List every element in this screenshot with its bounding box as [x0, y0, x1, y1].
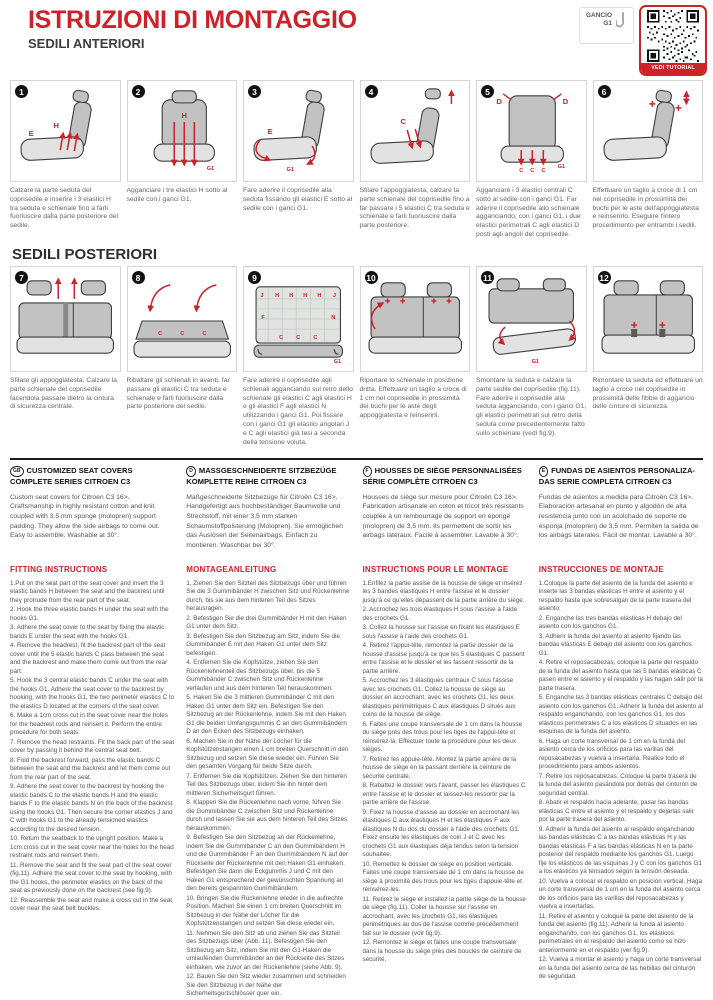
lang-badge-gb: GB [10, 466, 24, 477]
panel-caption: Effettuare un taglio a croce di 1 cm nel coprisedile in prossimità dei buchi per le aste dell'appoggiatesta e reinserirlo. Eseguire l'intero procedimento per entrambi i sedili. [592, 187, 699, 230]
instruction-step: 8. Rabattez le dossier vers l'avant, passer les élastiques C entre l'assise et le dossier et laissez-les ressortir par la partie arrière de l'assise. [362, 782, 526, 807]
instruction-step: 12. Bauen Sie den Sitz wieder zusammen und schneiden Sie den Sitzbezug in der Nähe der Sicherheitsgurtschlösser quer ein. [186, 973, 346, 998]
step-number: 5 [481, 85, 494, 98]
svg-text:C: C [399, 116, 406, 126]
page-title: ISTRUZIONI DI MONTAGGIO [28, 6, 357, 34]
step-number: 8 [132, 271, 145, 284]
instruction-step: 9. Befestigen Sie den Sitzbezug an der Rückenlehne, indem Sie die Gummibänder C an den Gummibändern H und die Gummibänder F an den Gummibändern N auf der Rückseite der Rückenlehne mit den Haken G1 einhaken. Befestigen Sie dann die Eckgummis J und C mit den Haken G1 entsprechend der gewünschten Spannung an den bereits gespannten Gummibändern. [186, 834, 348, 893]
panel-caption: Sfilare l'appoggiatesta, calzare la parte schienale del coprisedile fino a far passare i 5 elastici C tra seduta e schienale e farli fuoriuscire dalla parte posteriore. [359, 187, 470, 230]
panel-caption: Fare aderire il coprisedile agli schienali agganciando sul retro dello schienale gli elastici C agli elastici H e gli elastici F agli elastici N utilizzando i ganci G1. Poi fissare con i ganci G1 gli elastici angolari J e C agli elastici già tesi a seconda della tensione voluta. [243, 377, 353, 446]
svg-text:C: C [313, 335, 318, 342]
tutorial-label: VEDI TUTORIAL [641, 63, 705, 74]
instruction-step: 12. Vuelva a montar el asiento y haga un corte transversal en la funda del asiento cerca de las hebillas del cinturón de seguridad. [538, 956, 702, 981]
instruction-step: 11. Nehmen Sie den Sitz ab und ziehen Sie das Sitzteil des Sitzbezugs über (Abb. 11). Befestigen Sie den Sitzbezug am Sitz, indem Sie mit den G1-Haken die umlaufenden Gummibänder an der Rückseite des Sitzes einhaken, wie zuvor an der Rückenlehne (siehe Abb. 9). [186, 929, 345, 971]
panel-7 [10, 266, 121, 448]
svg-text:J: J [332, 292, 336, 299]
step-number: 2 [132, 85, 145, 98]
instruction-step: 1.Coloque la parte del asiento de la funda del asiento e inserte las 3 bandas elásticas H entre el asiento y el respaldo hasta que sobresalgan de la parte trasera del asiento. [538, 579, 693, 613]
panel-12 [593, 266, 704, 448]
svg-text:C: C [296, 335, 301, 342]
instruction-step: 4. Retirez l'appui-tête, remontez la partie dossier de la housse d'assise jusqu'à ce que les 5 élastiques C passent entre l'assise et le dossier et les fassent ressortir de la partie arrière. [362, 642, 525, 675]
panel-caption: Riportare lo schienale in posizione dritta. Effettuare un taglio a croce di 1 cm nel coprisedile in prossimità dei buchi per le aste degli appoggiatesta e reinserirli. [359, 377, 467, 420]
instruction-step: 6. Faites une coupe transversale de 1 cm dans la housse du siège près des trous pour les tiges de l'appui-tête et réinsérez-la. Effectuer toute la procédure pour les deux sièges. [362, 720, 523, 754]
panel-4 [360, 80, 471, 240]
figure-fold-backrests [128, 267, 237, 371]
svg-text:N: N [331, 315, 336, 321]
column-intro: Custom seat covers for Citroen C3 16>. Craftsmanship in highly resistant cotton and knit coupled with 3.5 mm sponge (molopren) support padding. They allow the side airbags to come out. Easy to assemble. Washable at 30°. [10, 493, 160, 540]
column-intro: Housses de siège sur mesure pour Citroën C3 16>. Fabrication artisanale en coton et tricot très résistants couplée à un rembourrage de support en éponge (molopren) de 3,5 mm. Ils permettent de sortir les airbags latéraux. Facile à assembler. Lavable à 30°. [362, 493, 524, 540]
step-number: 3 [248, 85, 261, 98]
panel-caption: Sfilare gli appoggiatesta. Calzare la parte schienale del coprisedile facendola passare dietro la cintura di sicurezza centrale. [10, 377, 117, 411]
qr-pattern [647, 10, 699, 62]
step-number: 12 [599, 272, 609, 283]
svg-text:H: H [317, 292, 322, 299]
step-number: 4 [365, 85, 378, 98]
rear-seat-panels [10, 266, 703, 448]
instruction-step: 9. Adherir la funda del asiento al respaldo enganchando las bandas elásticas C a las bandas elásticas H y las bandas elásticas F a las bandas elásticas N en la parte posterior del respaldo mediante los ganchos G1. Luego fije los elásticos de las esquinas J y C con los ganchos G1 a los elásticos ya tensados según la tensión deseada. [538, 825, 702, 876]
hook-icon [616, 12, 627, 39]
hook-label: GANCIO G1 [586, 12, 612, 28]
svg-text:C: C [279, 335, 284, 342]
figure-cross-cut [594, 81, 703, 181]
svg-text:G1: G1 [531, 359, 539, 366]
instruction-step: 2. Accrochez les trois élastiques H sous l'assise à l'aide des crochets G1. [362, 606, 518, 622]
panel-10 [360, 266, 471, 448]
svg-text:G1: G1 [286, 167, 294, 174]
instruction-step: 3. Adherir la funda del asiento al asiento fijando las bandas elásticas E debajo del asiento con los ganchos G1. [538, 632, 692, 657]
svg-text:F: F [261, 315, 265, 321]
figure-backrest-cover [361, 81, 470, 181]
instruction-step: 9. Adhere the seat cover to the backrest by hooking the elastic bands C to the elastic bands H and the elastic bands F to the elastic bands N on the back of the backrest using the hooks G1. Then secure the corner elastics J and C with hooks G1 to the already tensioned elastics according to the desired tension. [10, 783, 173, 833]
figure-seat-cushion-cover [11, 81, 120, 181]
instruction-step: 5. Enganche las 3 bandas elásticas centrales C debajo del asiento con los ganchos G1. Adherir la funda del asiento al respaldo enganchando, con los ganchos G1, los dos elásticos perimetrales C a los elásticos D situados en las esquinas de la funda del asiento. [538, 694, 703, 736]
lang-column-de [186, 466, 350, 1000]
column-intro: Fundas de asientos a medida para Citroën C3 16>. Elaboración artesanal en punto y algodón de alta resistencia junto con un acolchado de soporte de esponja (molopren) de 3,5 mm. Permiten la salida de los airbags laterales. Fácil de montar. Lavable a 30°. [538, 493, 699, 540]
svg-text:G1: G1 [557, 164, 566, 171]
instruction-step: 10. Bringen Sie die Rückenlehne wieder in die aufrechte Position. Machen Sie einen 1 cm breiten Querschnitt im Sitzbezug in der Nähe der Löcher für die Kopfstützenstangen und setzen Sie diese wieder ein. [186, 894, 344, 928]
svg-text:C: C [179, 331, 184, 338]
svg-text:G1: G1 [206, 166, 214, 173]
panel-11 [476, 266, 587, 448]
panel-1 [10, 80, 121, 240]
svg-text:C: C [541, 168, 546, 175]
section-title-rear-seats: SEDILI POSTERIORI [12, 246, 158, 263]
svg-text:C: C [519, 168, 524, 175]
step-number: 11 [483, 272, 492, 283]
svg-text:H: H [303, 292, 308, 299]
svg-text:J: J [260, 292, 264, 299]
svg-text:E: E [267, 127, 273, 137]
lang-badge-e: E [539, 466, 548, 477]
svg-text:D: D [562, 96, 569, 106]
lang-badge-d: D [186, 466, 196, 477]
step-number: 10 [366, 272, 376, 283]
instruction-step: 5. Haken Sie die 3 mittleren Gummibänder C mit den Haken G1 unter dem Sitz ein. Befestigen Sie den Sitzbezug an der Rückenlehne, indem Sie mit den Haken G1 die beiden Umfangsgummis C an den Gummibändern D an den Ecken des Sitzbezugs einhaken. [186, 694, 347, 736]
instruction-step: 6. Make a 1cm cross cut in the seat cover near the holes for the headrest rods and reinsert it. Perform the entire procedure for both seats. [10, 712, 168, 737]
panel-5 [476, 80, 587, 240]
qr-code[interactable] [639, 5, 707, 76]
svg-text:C: C [201, 331, 206, 338]
instruction-step: 12. Remontez le siège et faites une coupe transversale dans la housse du siège près des boucles de ceinture de sécurité. [362, 939, 522, 964]
column-intro: Maßgeschneiderte Sitzbezüge für Citroën C3 16>. Handgefertigt aus hochbeständiger Baumwolle und Strechstoff, mit einer 3,5 mm starken Schaumstoffpolsterung (Molopren). Sie ermöglichen das Auslösen der Seitenairbags. Einfach zu montieren. Waschbar bei 30°. [186, 493, 343, 549]
instruction-step: 1. Ziehen Sie den Sitzteil des Sitzbezugs über und führen Sie die 3 Gummibänder H zwischen Sitz und Rückenlehne durch, bis sie aus dem hinteren Teil des Sitzes herausragen. [186, 579, 350, 613]
column-title: GB CUSTOMIZED SEAT COVERS COMPLETE SERIES CITROEN C3 [10, 466, 133, 486]
column-title: F HOUSSES DE SIÈGE PERSONNALISÉES SÉRIE COMPLÈTE CITROEN C3 [362, 466, 522, 486]
hook-legend [579, 7, 634, 44]
column-title: D MASSGESCHNEIDERTE SITZBEZÜGE KOMPLETTE REIHE CITROEN C3 [186, 466, 337, 486]
instruction-step: 3. Collez la housse sur l'assise en fixant les élastiques E sous l'assise à l'aide des crochets G1. [362, 624, 520, 640]
figure-fix-e-elastics [244, 81, 353, 181]
instruction-step: 6. Machen Sie in der Nähe der Löcher für die Kopfstützenstangen einen 1 cm breiten Querschnitt in den Sitzbezug und setzen Sie diese wieder ein. Führen Sie den gesamten Vorgang für beide Sitze durch. [186, 737, 349, 771]
instruction-step: 4. Retire el reposacabezas, coloque la parte del respaldo de la funda del asiento hasta que las 5 bandas elásticas C pasen entre el asiento y el respaldo y las hagan salir por la parte trasera. [538, 659, 703, 692]
column-section-title: INSTRUCCIONES DE MONTAJE [538, 564, 664, 574]
column-section-title: MONTAGEANLEITUNG [186, 564, 277, 574]
step-number: 6 [598, 85, 611, 98]
instruction-step: 7. Remove the head restraints. Fit the back part of the seat cover by passing it behind the central seat belt. [10, 738, 175, 755]
svg-text:D: D [496, 96, 502, 106]
instruction-step: 10. Return the seatback to the upright position. Make a 1cm cross cut in the seat cover near the holes for the head restraint rods and reinsert them. [10, 835, 174, 860]
instruction-step: 3. Befestigen Sie den Sitzbezug am Sitz, indem Sie die Gummibänder E mit den Haken G1 unter dem Sitz befestigen. [186, 632, 340, 657]
svg-text:H: H [275, 292, 280, 299]
column-title: E FUNDAS DE ASIENTOS PERSONALIZA-DAS SERIE COMPLETA CITROEN C3 [538, 466, 695, 486]
instruction-steps [539, 580, 703, 982]
step-number: 7 [15, 271, 28, 284]
lang-badge-f: F [363, 466, 372, 477]
section-divider [10, 458, 703, 460]
instruction-step: 11. Retire el asiento y coloque la parte del asiento de la funda del asiento (fig.11). Adherir la funda al asiento enganchando, con los ganchos G1, los elásticos perimetrales en el respaldo del asiento como se hizo anteriormente en el respaldo (ver fig.9). [538, 912, 694, 954]
instruction-step: 10. Remettez le dossier de siège en position verticale. Faites une coupe transversale de 1 cm dans la housse de siège à proximité des trous pour les tiges d'appuie-tête et réinsérez-les. [362, 860, 524, 894]
instruction-step: 4. Entfernen Sie die Kopfstütze, ziehen Sie den Rückenlehnenteil des Sitzbezugs über, bis die 5 Gummibänder C zwischen Sitz und Rückenlehne verlaufen und aus dem hinteren Teil herauskommen. [186, 659, 333, 692]
instruction-step: 12. Reassemble the seat and make a cross cut in the seat cover near the seat belt buckles. [10, 896, 173, 913]
front-seat-panels [10, 80, 703, 240]
lang-column-fr [363, 466, 527, 1000]
step-number: 9 [248, 271, 261, 284]
panel-2 [127, 80, 238, 240]
svg-text:E: E [28, 129, 34, 139]
language-columns [10, 466, 703, 1000]
panel-6 [593, 80, 704, 240]
instruction-step: 2. Enganche las tres bandas elásticas H debajo del asiento con los ganchos G1. [538, 614, 682, 631]
svg-text:H: H [289, 292, 294, 299]
instruction-step: 10. Vuelva a colocar el respaldo en posición vertical. Haga un corte transversal de 1 cm en la funda del asiento cerca de los orificios para las varillas del reposacabezas y vuelva a insertarlas. [538, 877, 702, 911]
panel-8 [127, 266, 238, 448]
instruction-step: 11. Retirez le siège et installez la partie siège de la housse de siège (fig.11). Coller la housse sur l'assise en accrochant, avec les crochets G1, les élastiques périmétriques au dos de l'assise comme précédemment fait sur le dossier (voir fig.9). [362, 895, 526, 937]
svg-text:C: C [157, 331, 162, 338]
instruction-step: 8. Fold the backrest forward, pass the elastic bands C between the seat and the backrest and let them come out from the rear part of the seat. [10, 756, 171, 781]
panel-caption: Rimontare la seduta ed effettuare un taglio a croce nel coprisedile in prossimità delle fibbie di aggancio delle cinture di sicurezza. [592, 377, 703, 411]
instruction-step: 1.Enfilez la partie assise de la housse de siège et insérez les 3 bandes élastiques H entre l'assise et le dossier jusqu'à ce qu'elles dépassent de la partie arrière du siège. [362, 579, 525, 604]
instruction-step: 6. Haga un corte transversal de 1 cm en la funda del asiento cerca de los orificios para las varillas del reposacabezas y vuelva a insertarla. Realice todo el procedimiento para ambos asientos. [538, 737, 686, 771]
instruction-step: 1.Put on the seat part of the seat cover and insert the 3 elastic bands H between the seat and the backrest until they protrude from the rear part of the seat. [10, 579, 165, 604]
instruction-step: 5. Hook the 3 central elastic bands C under the seat with the hooks G1. Adhere the seat cover to the backrest by hooking, with the hooks G1, the two perimeter elastics C to the elastics D located at the corners of the seat cover. [10, 677, 175, 710]
figure-rear-hooks [477, 81, 586, 181]
section-title-front-seats: SEDILI ANTERIORI [28, 36, 145, 51]
header-right [579, 5, 707, 76]
instruction-steps [10, 580, 174, 914]
instruction-step: 7. Entfernen Sie die Kopfstützen. Ziehen Sie den hinteren Teil des Sitzbezugs über, indem Sie ihn hinter dem mittleren Sicherheitsgurt führen. [186, 772, 347, 797]
panel-caption: Ribaltare gli schienali in avanti, far passare gli elastici C tra seduta e schienale e farli fuoriuscire dalla parte posteriore del sedile. [126, 377, 230, 411]
panel-9 [243, 266, 354, 448]
figure-hook-h-elastics [128, 81, 237, 181]
panel-caption: Agganciare i tre elastici H sotto al sedile con i ganci G1. [126, 187, 228, 203]
instruction-step: 5. Accrochez les 3 élastiques centraux C sous l'assise avec les crochets G1. Collez la housse de siège au dossier en accrochant, avec les crochets G1, les deux élastiques périmétriques C aux élastiques D situés aux coins de la housse de siège. [362, 677, 516, 719]
column-section-title: INSTRUCTIONS POUR LE MONTAGE [362, 564, 509, 574]
instruction-step: 11. Remove the seat and fit the seat part of the seat cover (fig.11). Adhere the seat cover to the seat by hooking, with the G1 hooks, the perimeter elastics on the back of the seat as previously done on the backrest (see fig.9). [10, 861, 172, 895]
panel-caption: Calzare la parte seduta del coprisedile e inserire i 3 elastici H tra seduta e schienale fino a farli fuoriuscire dalla parte posteriore del sedile. [10, 187, 119, 230]
instruction-step: 9. Fixez la housse d'assise au dossier en accrochant les élastiques C aux élastiques H et les élastiques F aux élastiques N du dos du dossier à l'aide des crochets G1. Fixez ensuite les élastiques de coin J et C avec les crochets G1 aux élastiques déjà tendus selon la tension souhaitée. [362, 808, 520, 859]
instruction-step: 2. Hook the three elastic bands H under the seat with the hooks G1. [10, 606, 169, 622]
svg-text:H: H [181, 110, 187, 120]
lang-column-es [539, 466, 703, 1000]
instruction-step: 8. Klappen Sie die Rückenlehne nach vorne, führen Sie die Gummibänder C zwischen Sitz und Rückenlehne durch und lassen Sie sie aus dem hinteren Teil des Sitzes herauskommen. [186, 799, 348, 832]
figure-remove-headrests [11, 267, 120, 371]
instruction-steps [363, 580, 527, 965]
panel-3 [243, 80, 354, 240]
panel-caption: Fare aderire il coprisedile alla seduta fissando gli elastici E sotto al sedile con i ganci G1. [243, 187, 353, 212]
instruction-step: 2. Befestigen Sie die drei Gummibänder H mit den Haken G1 unter dem Sitz. [186, 614, 347, 631]
figure-belt-buckle-cuts [594, 267, 703, 371]
step-number: 1 [15, 85, 28, 98]
instruction-step: 7. Retirez les appuie-tête. Montez la partie arrière de la housse de siège en la passant derrière la ceinture de sécurité centrale. [362, 755, 517, 780]
panel-caption: Smontare la seduta e calzare la parte sedile del coprisedile (fig.11). Fare aderire il coprisedile alla seduta agganciando, con i ganci G1, gli elastici perimetrali sul retro della seduta come precedentemente fatto sullo schienale (vedi fig.9). [476, 377, 587, 437]
svg-text:G1: G1 [333, 359, 342, 366]
panel-caption: Agganciare i 3 elastici centrali C sotto al sedile con i ganci G1. Far aderire il coprisedile allo schienale agganciando, con i ganci G1, i due elastici perimetrali C agli elastici D posti agli angoli del coprisedile. [476, 187, 581, 239]
instruction-step: 4. Remove the headrest, fit the backrest part of the seat cover until the 5 elastic bands C pass between the seat and the backrest and make them come out from the rear part. [10, 642, 168, 675]
figure-remove-seat-base [477, 267, 586, 371]
instruction-step: 3. Adhere the seat cover to the seat by fixing the elastic bands E under the seat with the hooks G1. [10, 624, 165, 640]
svg-text:C: C [530, 168, 535, 175]
figure-hook-rear-elastics [244, 267, 353, 371]
instruction-steps [186, 580, 350, 999]
instruction-step: 7. Retire los reposacabezas. Coloque la parte trasera de la funda del asiento pasándola por detrás del cinturón de seguridad central. [538, 772, 698, 797]
figure-upright-cross-cuts [361, 267, 470, 371]
instruction-step: 8. Abatir el respaldo hacia adelante, pasar las bandas elásticas C entre el asiento y el respaldo y dejarlas salir por la parte trasera del asiento. [538, 799, 694, 824]
lang-column-en [10, 466, 174, 1000]
svg-text:H: H [53, 120, 59, 130]
column-section-title: FITTING INSTRUCTIONS [10, 564, 108, 574]
